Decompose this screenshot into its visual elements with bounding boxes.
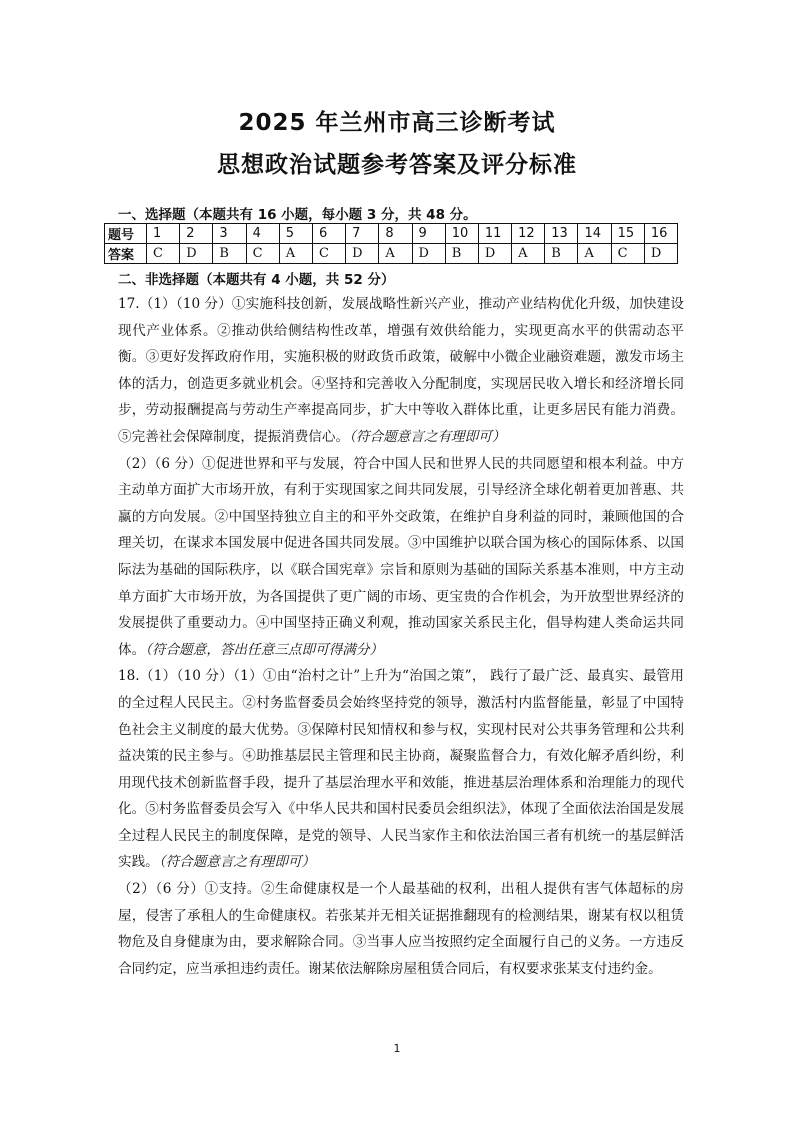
question-number: 12: [512, 224, 545, 244]
question-number: 1: [147, 224, 180, 244]
answer-cell: D: [412, 244, 445, 264]
answer-cell: B: [545, 244, 578, 264]
answer-cell: A: [512, 244, 545, 264]
question-number: 6: [312, 224, 345, 244]
q18-part2-text: （2）（6 分）①支持。②生命健康权是一个人最基础的权利，出租人提供有害气体超标的房屋，侵害了承租人的生命健康权。若张某并无相关证据推翻现有的检测结果，谢某有权以租赁物危及自身健康为由，要求解除合同。③当事人应当按照约定全面履行自己的义务。一方违反合同约定，应当承担违约责任。谢某依法解除房屋租赁合同后，有权要求张某支付违约金。: [118, 881, 684, 977]
answer-cell: B: [445, 244, 478, 264]
answer-table-answer-row: [105, 244, 678, 264]
q17-part2-text: （2）（6 分）①促进世界和平与发展，符合中国人民和世界人民的共同愿望和根本利益。中方主动单方面扩大市场开放，有利于实现国家之间共同发展，引导经济全球化朝着更加普惠、共赢的方向发展。②中国坚持独立自主的和平外交政策，在维护自身利益的同时，兼顾他国的合理关切，在谋求本国发展中促进各国共同发展。③中国维护以联合国为核心的国际体系、以国际法为基础的国际秩序，以《联合国宪章》宗旨和原则为基础的国际关系基本准则，中方主动单方面扩大市场开放，为各国提供了更广阔的市场、更宝贵的合作机会，为开放型世界经济的发展提供了重要动力。④中国坚持正确义利观，推动国家关系民主化，倡导构建人类命运共同体。: [118, 455, 684, 658]
answer-cell: D: [180, 244, 213, 264]
question-number: 10: [445, 224, 478, 244]
row-label-number: 题号: [105, 224, 147, 244]
answer-cell: D: [346, 244, 379, 264]
section-2-heading: 二、非选择题（本题共有 4 小题，共 52 分）: [118, 272, 395, 288]
question-number: 11: [478, 224, 511, 244]
question-number: 14: [578, 224, 611, 244]
answer-cell: C: [147, 244, 180, 264]
question-number: 8: [379, 224, 412, 244]
q18-part2: [118, 876, 684, 982]
question-number: 2: [180, 224, 213, 244]
section-1-heading: 一、选择题（本题共有 16 小题，每小题 3 分，共 48 分。: [118, 207, 477, 223]
question-number: 9: [412, 224, 445, 244]
row-label-answer: 答案: [105, 244, 147, 264]
question-number: 13: [545, 224, 578, 244]
answer-cell: C: [312, 244, 345, 264]
answer-cell: A: [578, 244, 611, 264]
question-number: 3: [213, 224, 246, 244]
q17-part1-text: 17.（1）（10 分）①实施科技创新，发展战略性新兴产业，推动产业结构优化升级，加快建设现代产业体系。②推动供给侧结构性改革，增强有效供给能力，实现更高水平的供需动态平衡。③更好发挥政府作用，实施积极的财政货币政策，破解中小微企业融资难题，激发市场主体的活力，创造更多就业机会。④坚持和完善收入分配制度，实现居民收入增长和经济增长同步，劳动报酬提高与劳动生产率提高同步，扩大中等收入群体比重，让更多居民有能力消费。⑤完善社会保障制度，提振消费信心。: [118, 296, 684, 445]
question-number: 4: [246, 224, 279, 244]
answer-cell: D: [644, 244, 677, 264]
answer-table: [104, 223, 678, 264]
answer-cell: C: [246, 244, 279, 264]
answer-cell: A: [279, 244, 312, 264]
q18-part1: [118, 663, 684, 876]
question-number: 7: [346, 224, 379, 244]
q17-part2-note: （符合题意，答出任意三点即可得满分）: [145, 641, 384, 658]
question-number: 15: [611, 224, 644, 244]
q18-part1-text: 18.（1）（10 分）（1）①由“治村之计”上升为“治国之策”， 践行了最广泛、最真实、最管用的全过程人民民主。②村务监督委员会始终坚持党的领导，激活村内监督能量，彰显了中国特色社会主义制度的最大优势。③保障村民知情权和参与权，实现村民对公共事务管理和公共利益决策的民主参与。④助推基层民主管理和民主协商，凝聚监督合力，有效化解矛盾纠纷，利用现代技术创新监督手段，提升了基层治理水平和效能，推进基层治理体系和治理能力的现代化。⑤村务监督委员会写入《中华人民共和国村民委员会组织法》，体现了全面依法治国是发展全过程人民民主的制度保障，是党的领导、人民当家作主和依法治国三者有机统一的基层鲜活实践。: [118, 668, 684, 871]
answer-body: [118, 291, 684, 982]
answer-cell: A: [379, 244, 412, 264]
answer-cell: D: [478, 244, 511, 264]
q17-part2: [118, 451, 684, 664]
q17-part1-note: （符合题意言之有理即可）: [349, 428, 506, 445]
exam-subtitle: 思想政治试题参考答案及评分标准: [217, 152, 577, 178]
question-number: 16: [644, 224, 677, 244]
answer-table-number-row: [105, 224, 678, 244]
answer-cell: C: [611, 244, 644, 264]
question-number: 5: [279, 224, 312, 244]
page-number: 1: [393, 1042, 401, 1055]
q18-part1-note: （符合题意言之有理即可）: [158, 854, 316, 871]
exam-title: 2025 年兰州市高三诊断考试: [238, 110, 556, 136]
q17-part1: [118, 291, 684, 451]
answer-cell: B: [213, 244, 246, 264]
